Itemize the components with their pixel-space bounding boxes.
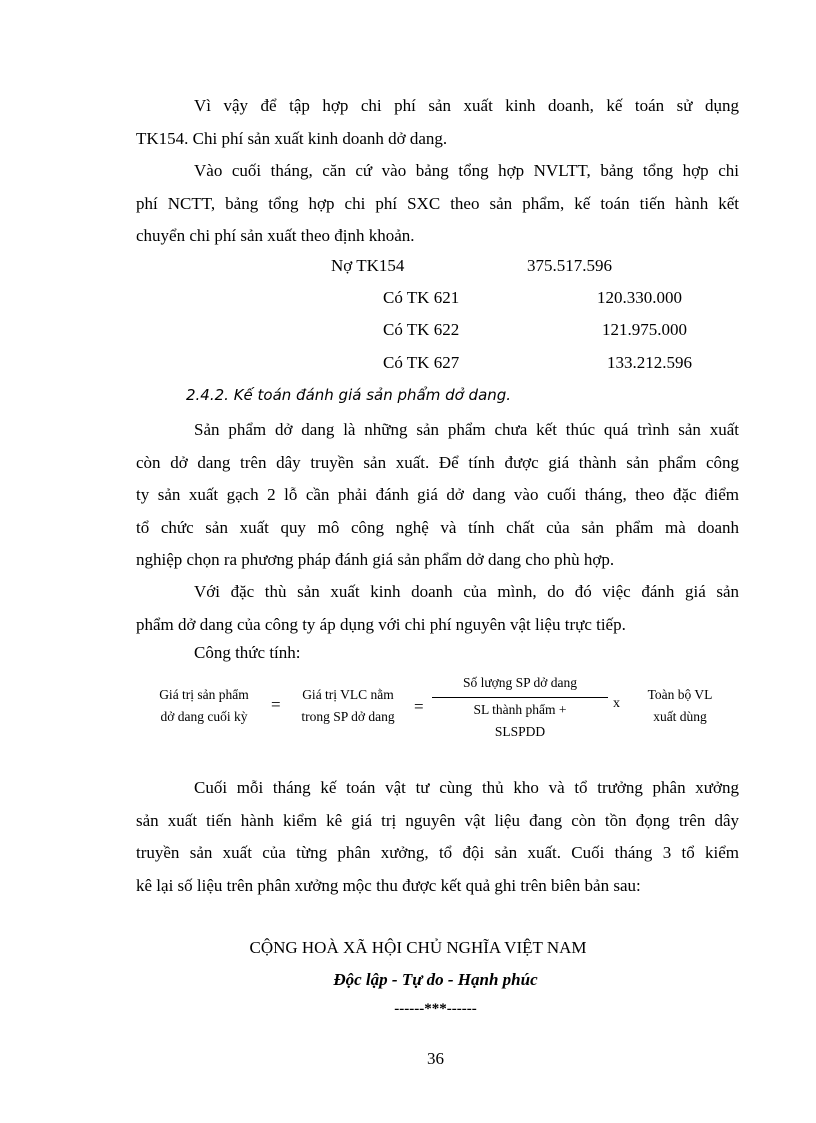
formula-text: SL thành phẩm + bbox=[473, 702, 567, 717]
paragraph-line: Vì vậy để tập hợp chi phí sản xuất kinh doanh, kế toán sử dụng bbox=[194, 96, 739, 115]
paragraph-line: Sản phẩm dở dang là những sản phẩm chưa kết thúc quá trình sản xuất bbox=[194, 420, 739, 439]
paragraph-line: ty sản xuất gạch 2 lỗ cần phải đánh giá dở dang vào cuối tháng, theo đặc điểm bbox=[136, 485, 739, 504]
equals-sign: = bbox=[414, 697, 424, 716]
formula-text: SLSPDD bbox=[494, 724, 546, 739]
national-title: CỘNG HOÀ XÃ HỘI CHỦ NGHĨA VIỆT NAM bbox=[249, 938, 587, 957]
paragraph-inventory-count bbox=[136, 772, 739, 902]
formula-text: trong SP dở dang bbox=[301, 709, 395, 724]
formula-text: dở dang cuối kỳ bbox=[160, 709, 248, 724]
paragraph-line: Vào cuối tháng, căn cứ vào bảng tổng hợp NVLTT, bảng tổng hợp chi bbox=[194, 161, 739, 180]
formula-text: Giá trị sản phẩm bbox=[159, 687, 249, 702]
fraction-bar bbox=[432, 697, 608, 698]
debit-amount: 375.517.596 bbox=[527, 256, 612, 275]
paragraph-line: còn dở dang trên dây truyền sản xuất. Để tính được giá thành sản phẩm công bbox=[136, 452, 739, 472]
credit-account: Có TK 621 bbox=[383, 288, 460, 307]
formula-lhs bbox=[140, 684, 268, 728]
paragraph-line: chuyển chi phí sản xuất theo định khoản. bbox=[136, 226, 415, 245]
multiply-sign: x bbox=[613, 696, 620, 711]
paragraph-line: truyền sản xuất của từng phân xưởng, tổ đội sản xuất. Cuối tháng 3 tổ kiểm bbox=[136, 843, 739, 862]
formula-term-vlc bbox=[288, 684, 408, 728]
credit-account: Có TK 627 bbox=[383, 353, 460, 372]
formula-text: Toàn bộ VL bbox=[647, 687, 713, 702]
paragraph-line: nghiệp chọn ra phương pháp đánh giá sản phẩm dở dang cho phù hợp. bbox=[136, 550, 615, 569]
national-motto: Độc lập - Tự do - Hạnh phúc bbox=[333, 970, 538, 989]
formula-label: Công thức tính: bbox=[194, 643, 301, 662]
paragraph-line: tổ chức sản xuất quy mô công nghệ và tính chất của sản phẩm mà doanh bbox=[136, 517, 739, 537]
paragraph-accounts-usage bbox=[136, 90, 739, 155]
paragraph-line: phẩm dở dang của công ty áp dụng với chi phí nguyên vật liệu trực tiếp. bbox=[136, 614, 626, 634]
formula-text: Giá trị VLC nằm bbox=[302, 687, 394, 702]
paragraph-line: sản xuất tiến hành kiểm kê giá trị nguyên vật liệu đang còn tồn đọng trên dây bbox=[136, 810, 739, 830]
formula-denominator bbox=[432, 699, 608, 743]
paragraph-line: Cuối mỗi tháng kế toán vật tư cùng thủ kho và tổ trưởng phân xưởng bbox=[194, 778, 739, 797]
paragraph-wip-definition bbox=[136, 414, 739, 577]
debit-account: Nợ TK154 bbox=[331, 256, 405, 275]
section-heading: 2.4.2. Kế toán đánh giá sản phẩm dở dang. bbox=[186, 386, 512, 404]
wip-formula bbox=[0, 670, 816, 750]
paragraph-line: phí NCTT, bảng tổng hợp chi phí SXC theo sản phẩm, kế toán tiến hành kết bbox=[136, 193, 739, 213]
credit-account: Có TK 622 bbox=[383, 320, 460, 339]
formula-term-total-material bbox=[632, 684, 728, 728]
credit-amount: 121.975.000 bbox=[602, 320, 687, 339]
formula-text: xuất dùng bbox=[653, 709, 707, 724]
paragraph-line: kê lại số liệu trên phân xưởng mộc thu được kết quả ghi trên biên bản sau: bbox=[136, 875, 641, 895]
credit-amount: 133.212.596 bbox=[607, 353, 692, 372]
paragraph-month-end bbox=[136, 155, 739, 253]
equals-sign: = bbox=[271, 695, 281, 714]
title-separator: ------***------ bbox=[394, 1001, 477, 1017]
credit-amount: 120.330.000 bbox=[597, 288, 682, 307]
page-number: 36 bbox=[427, 1049, 444, 1068]
paragraph-line: Với đặc thù sản xuất kinh doanh của mình, do đó việc đánh giá sản bbox=[194, 582, 739, 601]
paragraph-line: TK154. Chi phí sản xuất kinh doanh dở dang. bbox=[136, 128, 448, 148]
paragraph-wip-method bbox=[136, 576, 739, 641]
formula-numerator: Số lượng SP dở dang bbox=[462, 675, 578, 690]
